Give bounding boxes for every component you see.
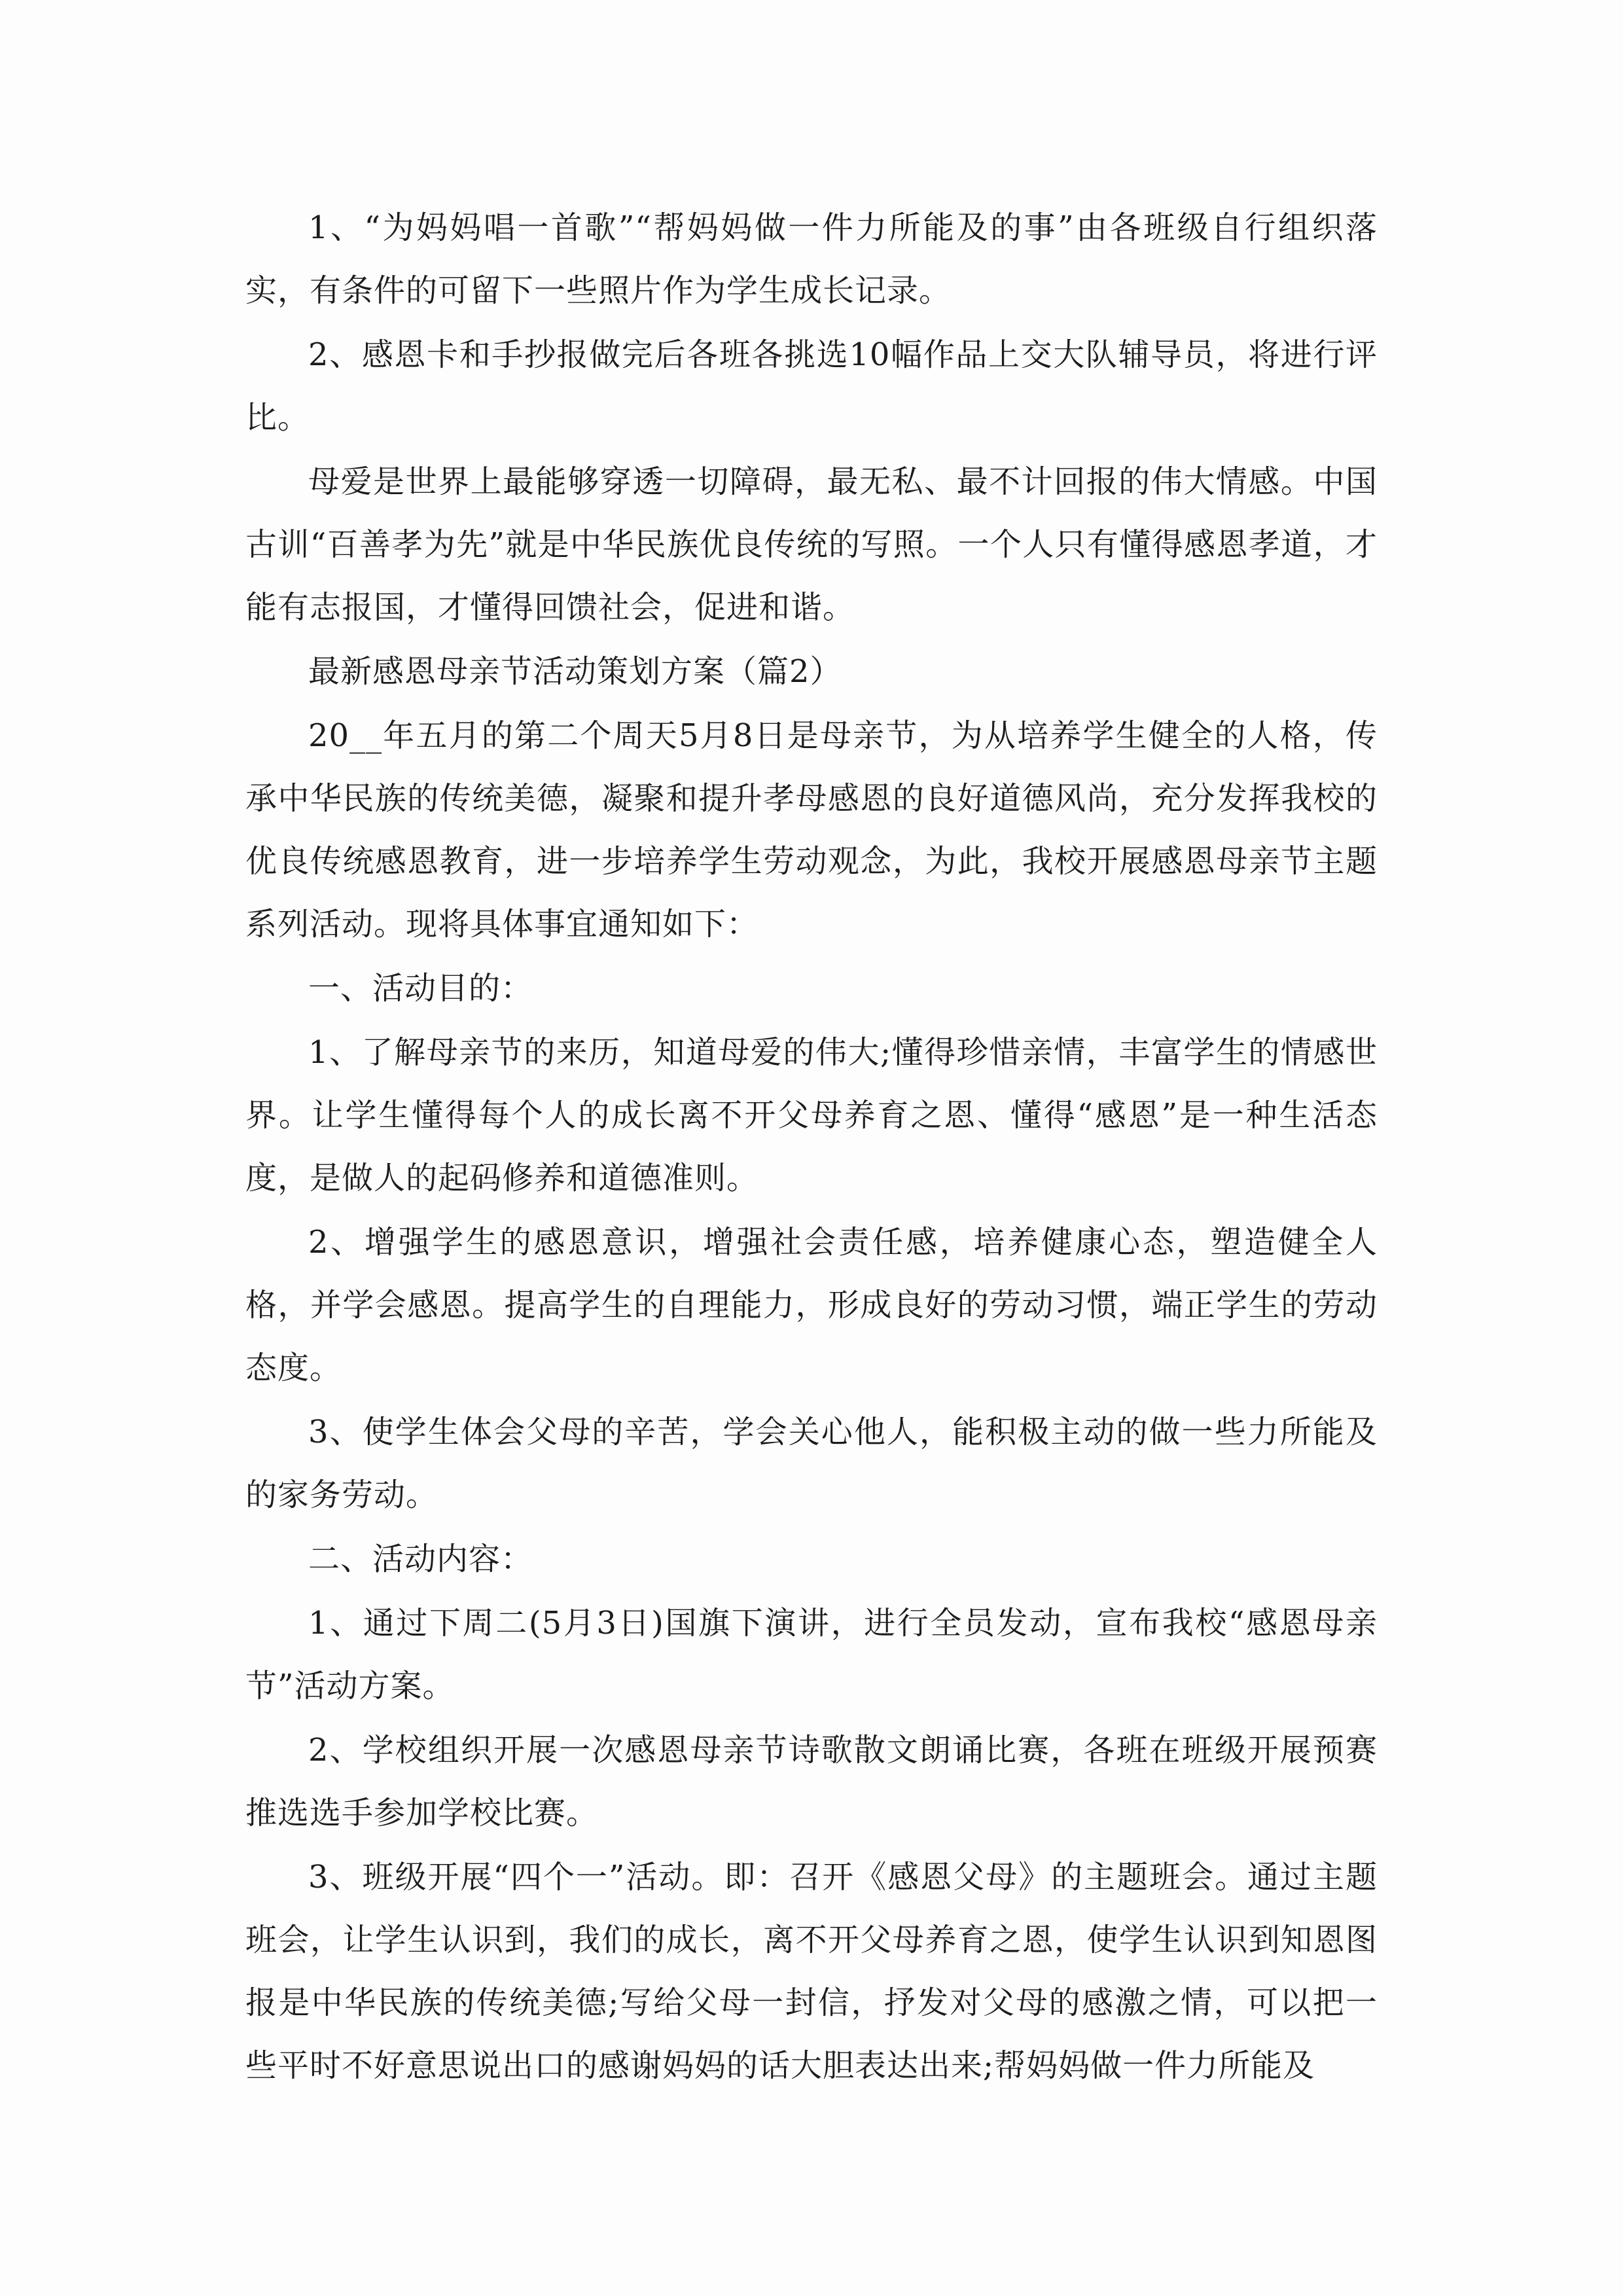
paragraph-11: 1、通过下周二(5月3日)国旗下演讲，进行全员发动，宣布我校“感恩母亲节”活动方案。 xyxy=(245,1605,1378,1704)
paragraph-1: 1、“为妈妈唱一首歌”“帮妈妈做一件力所能及的事”由各班级自行组织落实，有条件的可留下一些照片作为学生成长记录。 xyxy=(245,209,1378,309)
heading-activity-content: 二、活动内容： xyxy=(308,1541,533,1577)
paragraph-7: 1、了解母亲节的来历，知道母爱的伟大;懂得珍惜亲情，丰富学生的情感世界。让学生懂得每个人的成长离不开父母养育之恩、懂得“感恩”是一种生活态度，是做人的起码修养和道德准则。 xyxy=(245,1034,1378,1196)
paragraph-8: 2、增强学生的感恩意识，增强社会责任感，培养健康心态，塑造健全人格，并学会感恩。提高学生的自理能力，形成良好的劳动习惯，端正学生的劳动态度。 xyxy=(245,1224,1378,1386)
section-heading-article-2: 最新感恩母亲节活动策划方案（篇2） xyxy=(308,653,842,690)
document-body xyxy=(245,196,1378,2098)
paragraph-5: 20__年五月的第二个周天5月8日是母亲节，为从培养学生健全的人格，传承中华民族的传统美德，凝聚和提升孝母感恩的良好道德风尚，充分发挥我校的优良传统感恩教育，进一步培养学生劳动观念，为此，我校开展感恩母亲节主题系列活动。现将具体事宜通知如下： xyxy=(245,717,1378,942)
paragraph-12: 2、学校组织开展一次感恩母亲节诗歌散文朗诵比赛，各班在班级开展预赛推选选手参加学校比赛。 xyxy=(245,1732,1378,1831)
paragraph-13: 3、班级开展“四个一”活动。即：召开《感恩父母》的主题班会。通过主题班会，让学生认识到，我们的成长，离不开父母养育之恩，使学生认识到知恩图报是中华民族的传统美德;写给父母一封信，抒发对父母的感激之情，可以把一些平时不好意思说出口的感谢妈妈的话大胆表达出来;帮妈妈做一件力所能及 xyxy=(245,1859,1378,2084)
paragraph-2: 2、感恩卡和手抄报做完后各班各挑选10幅作品上交大队辅导员，将进行评比。 xyxy=(245,336,1378,436)
paragraph-3: 母爱是世界上最能够穿透一切障碍，最无私、最不计回报的伟大情感。中国古训“百善孝为先”就是中华民族优良传统的写照。一个人只有懂得感恩孝道，才能有志报国，才懂得回馈社会，促进和谐。 xyxy=(245,463,1378,626)
heading-activity-purpose: 一、活动目的： xyxy=(308,970,533,1007)
paragraph-9: 3、使学生体会父母的辛苦，学会关心他人，能积极主动的做一些力所能及的家务劳动。 xyxy=(245,1414,1378,1513)
